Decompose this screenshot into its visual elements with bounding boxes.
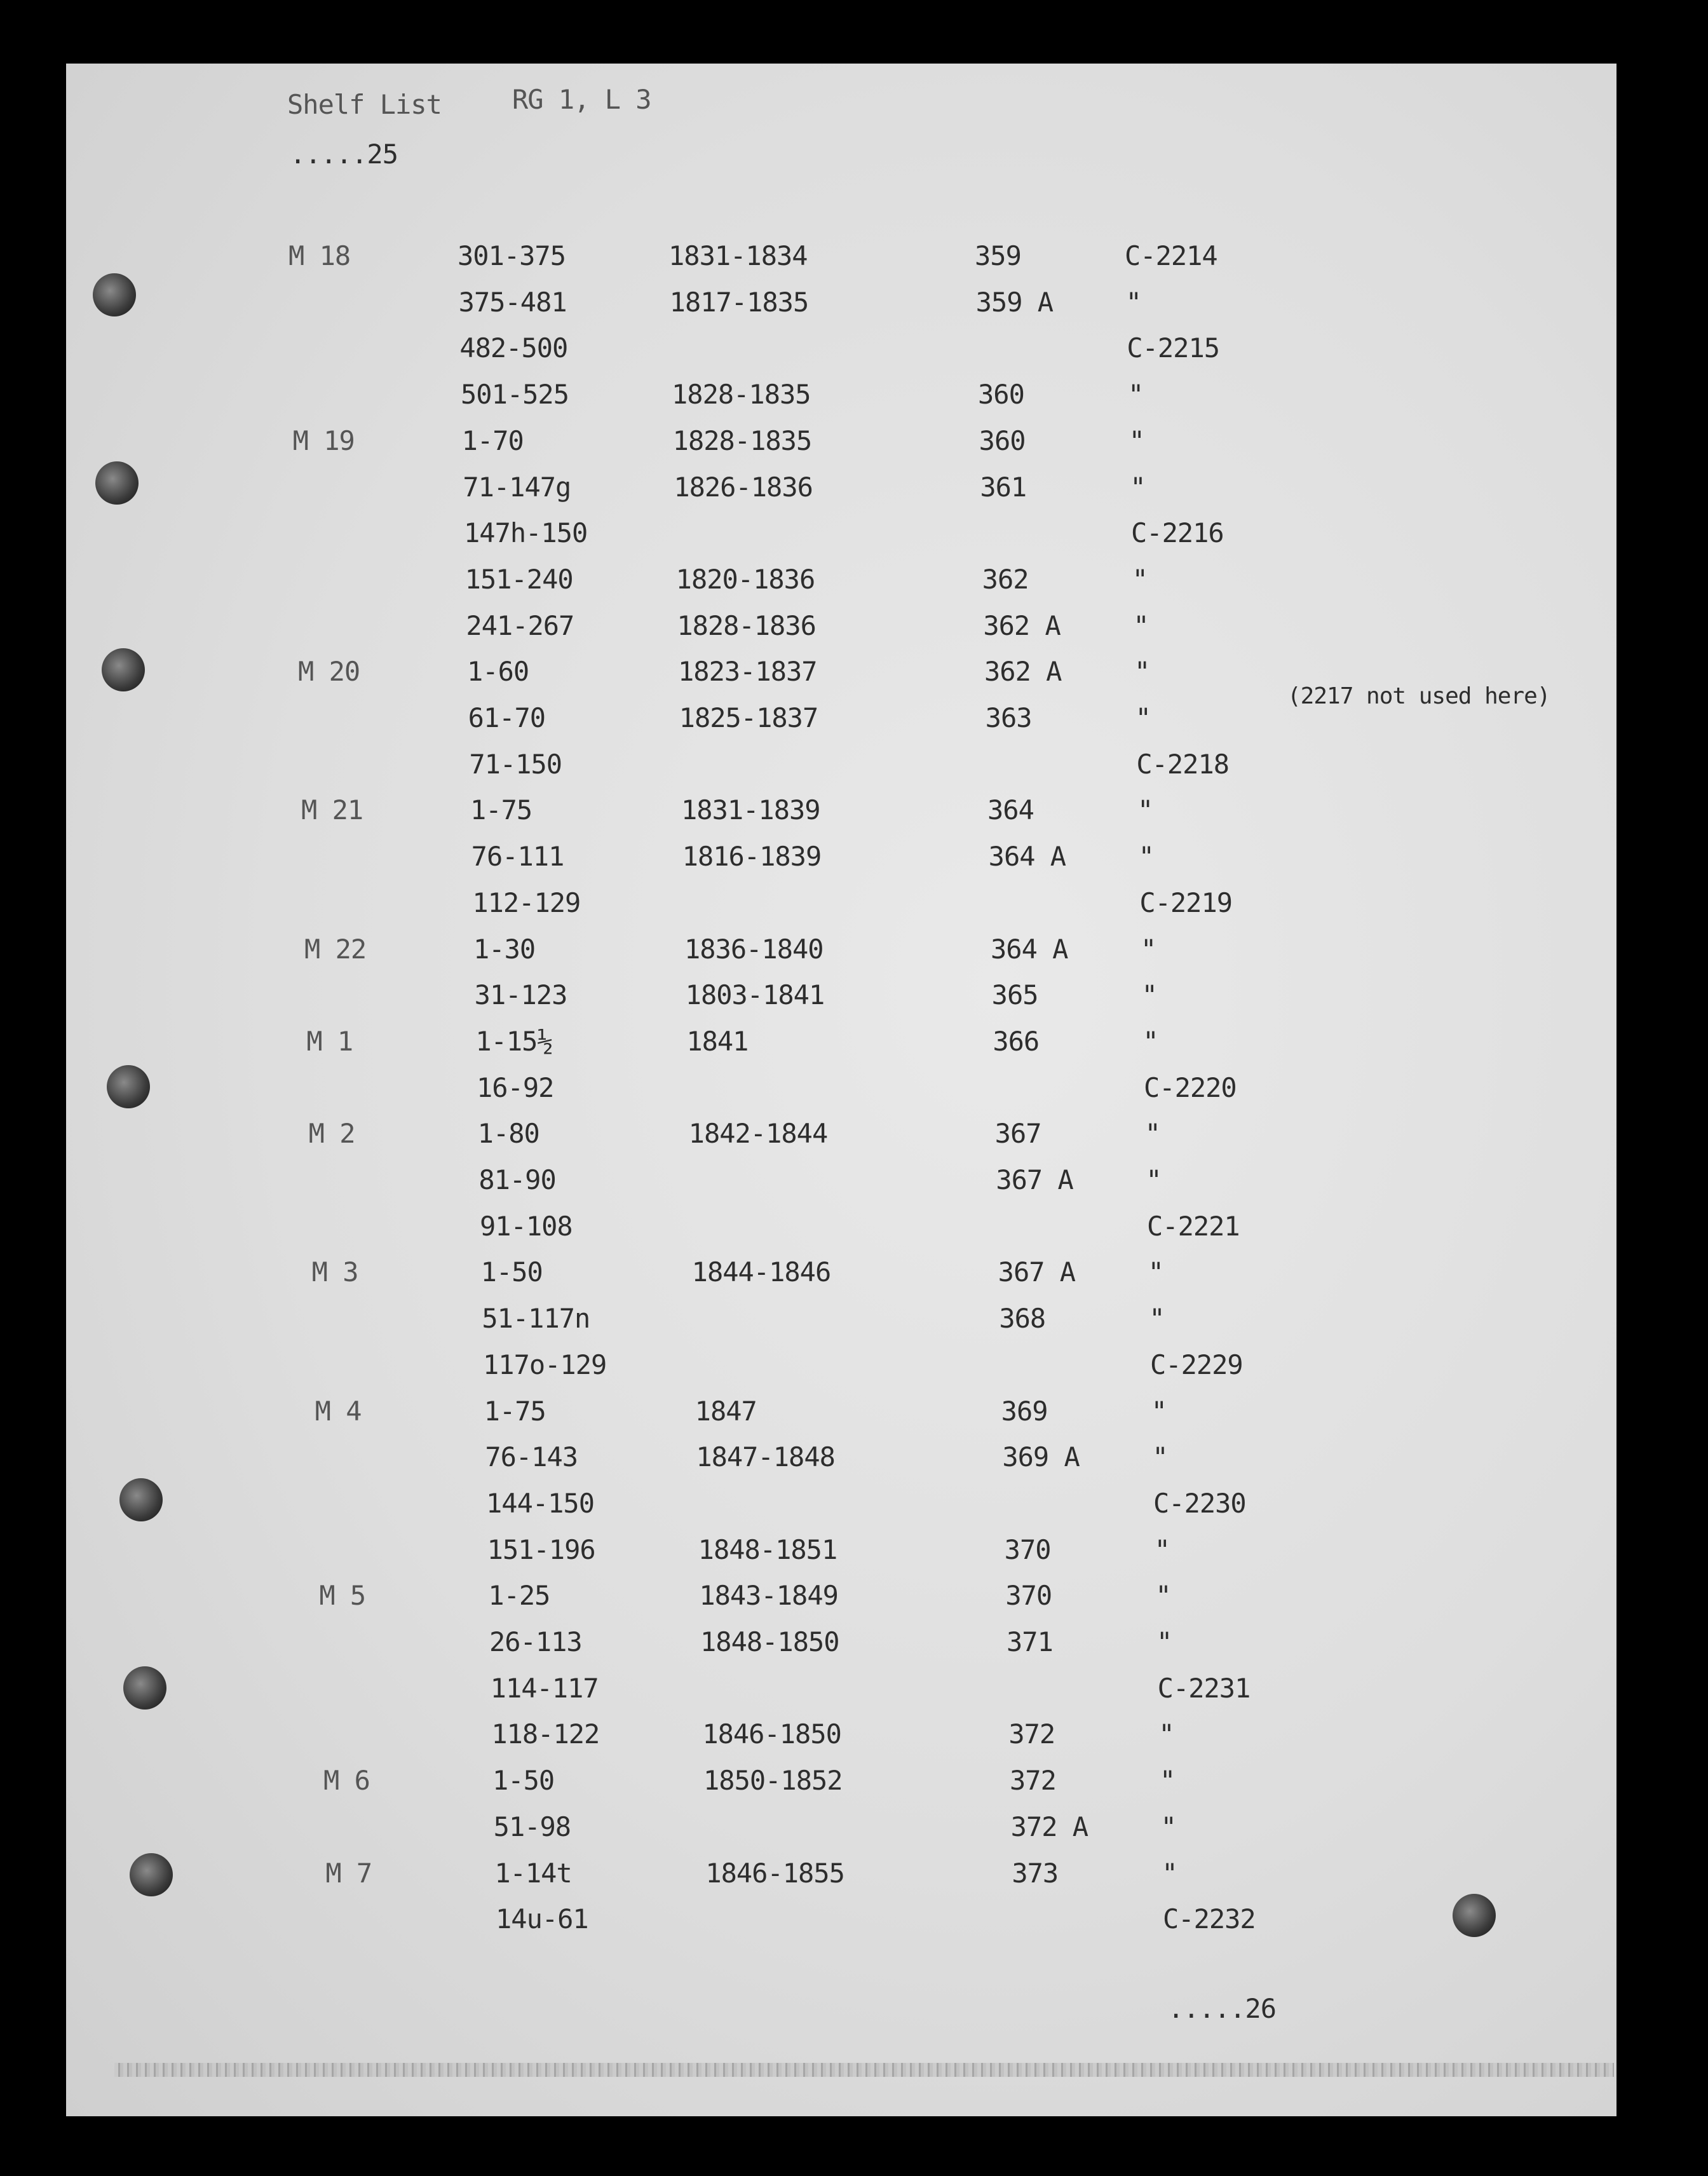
cell-code: C-2216: [1131, 517, 1224, 549]
cell-range: 1-80: [477, 1118, 539, 1150]
cell-range: 1-60: [467, 656, 529, 688]
cell-range: 71-150: [469, 748, 562, 780]
cell-range: 301-375: [458, 240, 566, 271]
cell-dates: 1825-1837: [679, 702, 818, 733]
punch-hole-7: [130, 1853, 173, 1896]
cell-vol: 363: [985, 702, 1032, 733]
cell-code: ": [1162, 1857, 1177, 1889]
cell-code: ": [1141, 979, 1157, 1011]
cell-code: ": [1156, 1626, 1172, 1657]
cell-m: M 7: [325, 1857, 372, 1889]
cell-vol: 368: [999, 1303, 1046, 1335]
cell-code: ": [1133, 609, 1149, 641]
cell-range: 71-147g: [463, 471, 571, 503]
cell-code: ": [1135, 702, 1151, 733]
cell-code: C-2214: [1125, 240, 1217, 271]
cell-dates: 1817-1835: [669, 286, 809, 318]
cell-code: ": [1154, 1533, 1170, 1565]
cell-vol: 366: [993, 1025, 1040, 1057]
cell-code: ": [1148, 1256, 1163, 1288]
cell-range: 147h-150: [464, 517, 588, 549]
cell-dates: 1826-1836: [674, 471, 813, 503]
cell-range: 501-525: [461, 379, 569, 411]
cell-code: ": [1141, 933, 1156, 965]
cell-vol: 365: [991, 979, 1038, 1011]
punch-hole-4: [107, 1065, 150, 1108]
cell-code: ": [1146, 1164, 1162, 1195]
cell-m: M 6: [323, 1765, 370, 1797]
cell-range: 31-123: [474, 979, 567, 1011]
cell-vol: 359 A: [975, 286, 1054, 318]
cell-code: C-2232: [1163, 1903, 1256, 1935]
cell-range: 112-129: [472, 887, 581, 918]
cell-code: ": [1128, 425, 1144, 456]
shelf-list-title: Shelf List: [287, 89, 442, 120]
cell-m: M 22: [304, 933, 367, 965]
cell-range: 1-75: [470, 794, 532, 826]
cell-vol: 371: [1006, 1626, 1053, 1657]
cell-code: C-2215: [1127, 332, 1220, 364]
cell-dates: 1846-1855: [705, 1857, 844, 1889]
cell-dates: 1828-1835: [672, 379, 811, 411]
punch-hole-2: [95, 461, 139, 505]
cell-vol: 370: [1005, 1580, 1052, 1612]
cell-code: ": [1134, 656, 1150, 688]
cell-range: 91-108: [480, 1210, 573, 1242]
cell-vol: 372: [1008, 1718, 1055, 1750]
cell-code: ": [1128, 379, 1144, 411]
cell-code: C-2218: [1136, 748, 1230, 780]
cell-range: 76-143: [485, 1441, 578, 1473]
cell-dates: 1843-1849: [699, 1580, 838, 1612]
cell-range: 144-150: [486, 1487, 595, 1519]
cell-vol: 362 A: [984, 656, 1062, 688]
cell-vol: 367 A: [996, 1164, 1073, 1195]
cell-vol: 362: [982, 563, 1029, 595]
cell-code: C-2221: [1147, 1210, 1240, 1242]
cell-m: M 21: [301, 794, 363, 826]
cell-vol: 370: [1004, 1533, 1051, 1565]
cell-code: ": [1125, 286, 1141, 318]
cell-range: 26-113: [489, 1626, 582, 1657]
cell-vol: 360: [979, 425, 1026, 456]
cell-range: 241-267: [466, 609, 574, 641]
record-group: RG 1, L 3: [512, 84, 651, 115]
cell-range: 1-25: [488, 1580, 550, 1612]
cell-m: M 19: [292, 425, 355, 456]
cell-dates: 1828-1835: [672, 425, 812, 456]
cell-dates: 1850-1852: [703, 1765, 843, 1797]
cell-code: ": [1137, 794, 1153, 826]
cell-vol: 359: [975, 240, 1021, 271]
cell-dates: 1820-1836: [675, 563, 815, 595]
cell-range: 1-70: [461, 425, 524, 456]
cell-range: 1-14t: [494, 1857, 572, 1889]
cell-vol: 369 A: [1002, 1441, 1080, 1473]
cell-m: M 20: [298, 656, 360, 688]
cell-code: C-2219: [1139, 887, 1233, 918]
cell-range: 118-122: [491, 1718, 600, 1750]
cell-range: 81-90: [478, 1164, 556, 1195]
cell-vol: 367 A: [998, 1256, 1076, 1288]
cell-vol: 364: [987, 794, 1034, 826]
cell-range: 375-481: [458, 286, 567, 318]
cell-code: ": [1138, 841, 1154, 873]
cell-dates: 1823-1837: [678, 656, 817, 688]
document-page: [66, 64, 1616, 2116]
cell-m: M 3: [311, 1256, 358, 1288]
cell-code: ": [1152, 1441, 1168, 1473]
cell-dates: 1844-1846: [691, 1256, 831, 1288]
cell-code: ": [1151, 1395, 1167, 1427]
cell-range: 1-30: [473, 933, 536, 965]
cell-vol: 364 A: [988, 841, 1066, 873]
cell-range: 482-500: [459, 332, 568, 364]
cell-dates: 1831-1839: [681, 794, 820, 826]
cell-code: C-2229: [1150, 1349, 1243, 1380]
cell-code: ": [1132, 563, 1148, 595]
cell-range: 117o-129: [483, 1349, 607, 1380]
punch-hole-8: [1453, 1894, 1496, 1937]
cell-range: 114-117: [490, 1672, 599, 1704]
cell-dates: 1842-1844: [688, 1118, 828, 1150]
cell-vol: 372: [1010, 1765, 1056, 1797]
cell-vol: 372 A: [1010, 1811, 1088, 1842]
cell-dates: 1836-1840: [684, 933, 824, 965]
cell-range: 51-117n: [482, 1303, 590, 1335]
cell-code: C-2230: [1153, 1487, 1246, 1519]
punch-hole-5: [119, 1478, 163, 1521]
cell-code: ": [1160, 1811, 1176, 1842]
cell-range: 51-98: [493, 1811, 571, 1842]
cell-vol: 367: [994, 1118, 1041, 1150]
cell-dates: 1828-1836: [677, 609, 816, 641]
cell-m: M 5: [319, 1580, 366, 1612]
cell-dates: 1847-1848: [696, 1441, 835, 1473]
cell-range: 1-15½: [475, 1025, 553, 1057]
cell-vol: 361: [980, 471, 1027, 503]
cell-m: M 4: [315, 1395, 362, 1427]
cell-vol: 369: [1001, 1395, 1048, 1427]
cell-range: 151-240: [464, 563, 573, 595]
cell-m: M 1: [306, 1025, 353, 1057]
page-bottom-edge: [114, 2063, 1614, 2077]
cell-dates: 1816-1839: [682, 841, 822, 873]
punch-hole-1: [93, 273, 136, 316]
cell-vol: 362 A: [983, 609, 1061, 641]
cell-range: 1-50: [480, 1256, 543, 1288]
cell-vol: 364 A: [991, 933, 1068, 965]
cell-range: 76-111: [471, 841, 564, 873]
next-page-marker: .....26: [1168, 1993, 1277, 2024]
punch-hole-3: [102, 648, 145, 691]
cell-dates: 1848-1850: [700, 1626, 839, 1657]
cell-range: 14u-61: [496, 1903, 588, 1935]
cell-code: ": [1142, 1025, 1158, 1057]
cell-code: ": [1158, 1718, 1174, 1750]
side-note: (2217 not used here): [1287, 683, 1550, 709]
cell-vol: 360: [978, 379, 1024, 411]
cell-dates: 1848-1851: [698, 1533, 837, 1565]
cell-range: 16-92: [477, 1071, 554, 1103]
cell-vol: 373: [1012, 1857, 1059, 1889]
cell-dates: 1847: [695, 1395, 757, 1427]
cell-dates: 1803-1841: [685, 979, 825, 1011]
cell-range: 1-75: [484, 1395, 546, 1427]
cell-m: M 18: [288, 240, 351, 271]
cell-range: 151-196: [487, 1533, 595, 1565]
cell-dates: 1846-1850: [702, 1718, 841, 1750]
cell-dates: 1841: [686, 1025, 749, 1057]
cell-dates: 1831-1834: [668, 240, 808, 271]
page-continued-marker: .....25: [290, 139, 398, 170]
cell-code: ": [1144, 1118, 1160, 1150]
cell-range: 61-70: [468, 702, 546, 733]
cell-code: ": [1130, 471, 1146, 503]
cell-code: ": [1149, 1303, 1165, 1335]
cell-code: ": [1155, 1580, 1171, 1612]
cell-range: 1-50: [492, 1765, 555, 1797]
cell-code: ": [1160, 1765, 1176, 1797]
cell-code: C-2220: [1144, 1071, 1237, 1103]
cell-m: M 2: [308, 1118, 355, 1150]
cell-code: C-2231: [1157, 1672, 1250, 1704]
punch-hole-6: [123, 1666, 166, 1710]
